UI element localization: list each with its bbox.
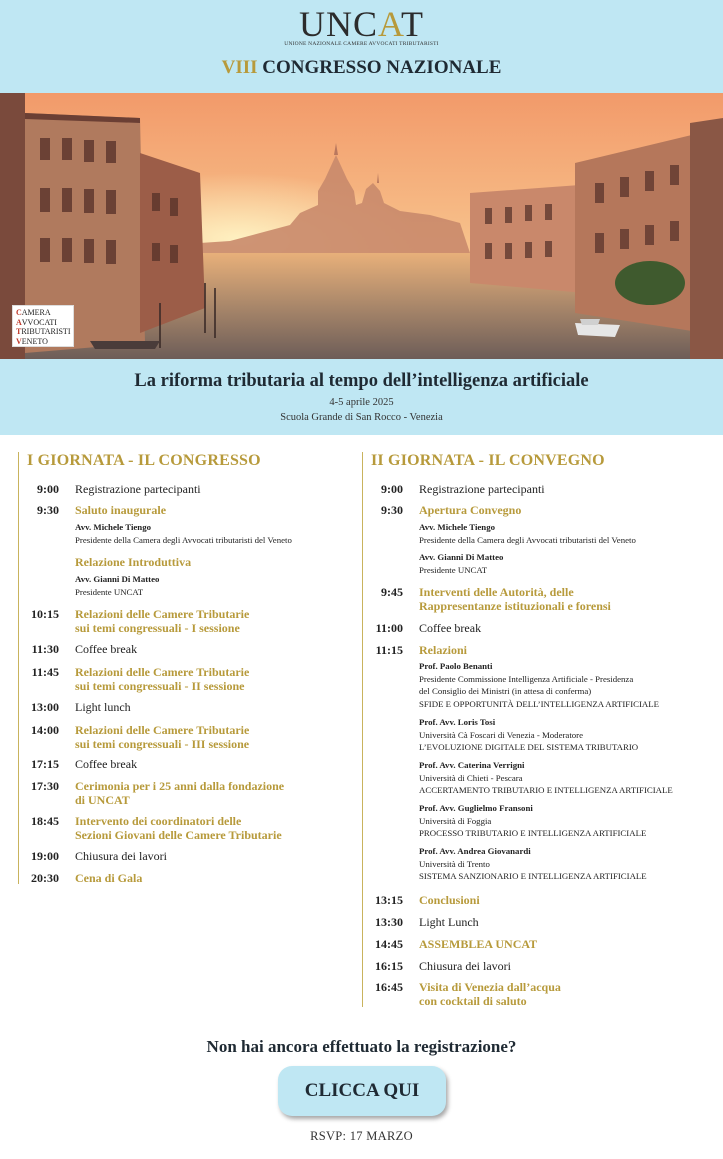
schedule-time: 11:30 — [31, 642, 59, 656]
event-band — [0, 359, 723, 435]
schedule-time: 13:00 — [31, 700, 59, 714]
schedule-label: Relazioni delle Camere Tributarie — [75, 607, 250, 621]
relatore-block — [419, 802, 646, 840]
schedule-label: Saluto inaugurale — [75, 503, 167, 517]
badge-initial: T — [16, 327, 22, 336]
speaker-role: Presidente della Camera degli Avvocati tributaristi del Veneto — [419, 534, 636, 545]
event-date: 4-5 aprile 2025 — [329, 397, 394, 408]
schedule-label: Relazioni delle Camere Tributarie — [75, 723, 250, 737]
event-title: La riforma tributaria al tempo dell’intelligenza artificiale — [134, 371, 589, 391]
schedule-label-2: sui temi congressuali - III sessione — [75, 737, 250, 751]
badge-line — [16, 308, 70, 318]
relatore-block — [419, 845, 647, 883]
relatore-role: Università di Foggia — [419, 815, 492, 826]
register-button[interactable]: CLICCA QUI — [278, 1066, 446, 1116]
day1-title: I GIORNATA - IL CONGRESSO — [27, 452, 261, 469]
relatore-role: Presidente Commissione Intelligenza Artificiale - Presidenza — [419, 673, 634, 684]
schedule-label: Relazione Introduttiva — [75, 555, 192, 569]
relatore-topic: ACCERTAMENTO TRIBUTARIO E INTELLIGENZA ARTIFICIALE — [419, 785, 673, 795]
schedule-label: Light lunch — [75, 700, 131, 714]
schedule-label: Cena di Gala — [75, 871, 143, 885]
speaker-name: Avv. Gianni Di Matteo — [75, 574, 160, 584]
schedule-time: 11:15 — [375, 643, 403, 657]
schedule-time: 11:00 — [375, 621, 403, 635]
schedule-label: ASSEMBLEA UNCAT — [419, 937, 538, 951]
schedule-time: 19:00 — [31, 849, 59, 863]
schedule-label: Visita di Venezia dall’acqua — [419, 980, 561, 994]
schedule-label: Chiusura dei lavori — [75, 849, 167, 863]
speaker-name: Avv. Michele Tiengo — [419, 522, 495, 532]
relatore-topic: SISTEMA SANZIONARIO E INTELLIGENZA ARTIFICIALE — [419, 871, 647, 881]
schedule-time: 13:30 — [375, 915, 403, 929]
congress-text: CONGRESSO NAZIONALE — [257, 57, 502, 78]
logo-text-2: T — [401, 4, 425, 44]
schedule-label: Registrazione partecipanti — [419, 482, 545, 496]
congress-title — [0, 57, 723, 79]
relatore-name: Prof. Avv. Loris Tosi — [419, 717, 496, 727]
venice-hero-image — [0, 93, 723, 359]
schedule-time: 17:30 — [31, 779, 59, 793]
schedule-label: Relazioni delle Camere Tributarie — [75, 665, 250, 679]
relatore-topic: SFIDE E OPPORTUNITÀ DELL’INTELLIGENZA ARTIFICIALE — [419, 698, 660, 709]
speaker-block — [75, 521, 292, 546]
relatore-name: Prof. Avv. Guglielmo Fransoni — [419, 803, 533, 813]
relatore-block — [419, 716, 638, 754]
day1-column — [18, 452, 338, 884]
schedule-time: 9:30 — [381, 503, 403, 517]
schedule-label: Light Lunch — [419, 915, 479, 929]
registration-question: Non hai ancora effettuato la registrazione? — [206, 1037, 517, 1056]
schedule-label: Coffee break — [75, 642, 138, 656]
badge-line — [16, 318, 70, 328]
schedule-label: Registrazione partecipanti — [75, 482, 201, 496]
schedule-time: 13:15 — [375, 893, 403, 907]
schedule-time: 10:15 — [31, 607, 59, 621]
schedule-label-2: di UNCAT — [75, 793, 130, 807]
logo-subtitle: UNIONE NAZIONALE CAMERE AVVOCATI TRIBUTARISTI — [284, 41, 439, 47]
relatore-name: Prof. Avv. Andrea Giovanardi — [419, 846, 531, 856]
badge-line — [16, 337, 70, 347]
speaker-name: Avv. Gianni Di Matteo — [419, 552, 504, 562]
badge-initial: C — [16, 308, 22, 317]
camera-avvocati-badge — [12, 305, 74, 347]
schedule-time: 17:15 — [31, 757, 59, 771]
schedule-time: 9:45 — [381, 585, 403, 599]
event-venue: Scuola Grande di San Rocco - Venezia — [280, 412, 443, 423]
speaker-block — [419, 551, 503, 576]
schedule-label-2: sui temi congressuali - II sessione — [75, 679, 245, 693]
schedule-label: Chiusura dei lavori — [419, 959, 511, 973]
schedule-label: Apertura Convegno — [419, 503, 522, 517]
schedule-label: Cerimonia per i 25 anni dalla fondazione — [75, 779, 285, 793]
schedule-time: 16:45 — [375, 980, 403, 994]
badge-rest: AMERA — [21, 308, 51, 317]
speaker-role: Presidente della Camera degli Avvocati tributaristi del Veneto — [75, 534, 292, 545]
badge-rest: ENETO — [21, 336, 48, 346]
relatore-name: Prof. Paolo Benanti — [419, 661, 493, 671]
logo-text-accent: A — [378, 4, 402, 44]
day2-column — [362, 452, 712, 1007]
uncat-logo — [0, 6, 723, 42]
schedule-time: 9:30 — [37, 503, 59, 517]
badge-rest: RIBUTARISTI — [21, 327, 71, 336]
schedule-label-2: Sezioni Giovani delle Camere Tributarie — [75, 828, 282, 842]
relatore-block — [419, 759, 673, 797]
schedule-time: 18:45 — [31, 814, 59, 828]
schedule-label: Relazioni — [419, 643, 467, 657]
logo-text-1: UNC — [298, 4, 378, 44]
speaker-role: Presidente UNCAT — [75, 586, 144, 597]
relatore-role: Università di Trento — [419, 858, 490, 869]
speaker-name: Avv. Michele Tiengo — [75, 522, 151, 532]
speaker-block — [419, 521, 636, 546]
badge-initial: A — [16, 317, 22, 327]
badge-rest: VVOCATI — [21, 317, 57, 327]
schedule-label: Conclusioni — [419, 893, 480, 907]
schedule-time: 11:45 — [31, 665, 59, 679]
schedule-label: Coffee break — [75, 757, 138, 771]
rsvp-deadline: RSVP: 17 MARZO — [310, 1129, 413, 1143]
schedule-time: 16:15 — [375, 959, 403, 973]
schedule-label: Interventi delle Autorità, delle — [419, 585, 574, 599]
schedule-time: 9:00 — [381, 482, 403, 496]
schedule-label: Coffee break — [419, 621, 482, 635]
relatore-topic: PROCESSO TRIBUTARIO E INTELLIGENZA ARTIFICIALE — [419, 828, 647, 838]
speaker-role: Presidente UNCAT — [419, 564, 488, 575]
relatore-role-2: del Consiglio dei Ministri (in attesa di conferma) — [419, 686, 592, 696]
speaker-block — [75, 573, 159, 598]
badge-line — [16, 327, 70, 337]
relatore-name: Prof. Avv. Caterina Verrigni — [419, 760, 525, 770]
schedule-time: 9:00 — [37, 482, 59, 496]
schedule-label-2: Rappresentanze istituzionali e forensi — [419, 599, 611, 613]
relatore-topic: L’EVOLUZIONE DIGITALE DEL SISTEMA TRIBUTARIO — [419, 742, 639, 752]
header-band — [0, 0, 723, 93]
congress-number: VIII — [221, 57, 258, 78]
day2-title: II GIORNATA - IL CONVEGNO — [371, 452, 605, 469]
relatore-role: Università di Chieti - Pescara — [419, 772, 523, 783]
relatore-block — [419, 660, 659, 710]
relatore-role: Università Cà Foscari di Venezia - Moderatore — [419, 729, 583, 740]
schedule-label-2: con cocktail di saluto — [419, 994, 527, 1008]
schedule-time: 14:00 — [31, 723, 59, 737]
schedule-label: Intervento dei coordinatori delle — [75, 814, 242, 828]
schedule-label-2: sui temi congressuali - I sessione — [75, 621, 240, 635]
badge-initial: V — [16, 336, 22, 346]
schedule-time: 14:45 — [375, 937, 403, 951]
schedule-time: 20:30 — [31, 871, 59, 885]
